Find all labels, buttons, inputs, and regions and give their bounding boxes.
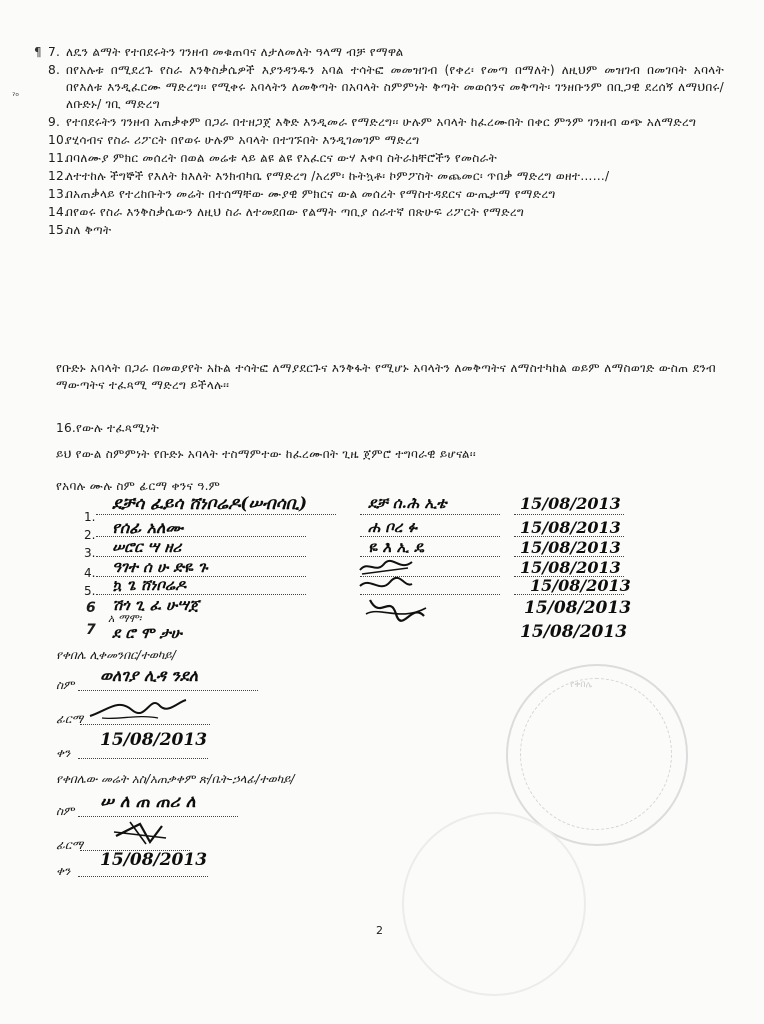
list-item bbox=[34, 44, 724, 61]
member-signature: ደቻ ሰ.ሕ ኢቴ bbox=[368, 494, 447, 512]
item-number: 7. bbox=[48, 45, 61, 59]
member-number: 2. bbox=[84, 528, 96, 542]
faint-stamp-impression bbox=[402, 812, 586, 996]
date-line bbox=[514, 514, 624, 515]
member-name: ኳ ጌ ሸነቦሬዶ bbox=[112, 576, 186, 594]
list-item bbox=[34, 204, 724, 221]
item-text: የሂሳብና የስራ ሪፖርት በየወሩ ሁሉም አባላት በተገኙበት እንዲገመገም ማድረግ bbox=[66, 133, 420, 147]
list-item bbox=[34, 150, 724, 167]
margin-mark: ˀᵒ bbox=[12, 92, 20, 102]
receiver-name: ወለገያ ሊዳ ንደለ bbox=[100, 666, 199, 685]
receiver-title: የቀበሌ ሊቀመንበር/ተወካይ/ bbox=[56, 648, 176, 662]
expert-date-line bbox=[78, 876, 208, 877]
item-text: ለተተከሉ ችግኞች የእለት ክእለት እንክብካቤ የማድረግ /አረም፡ ኩትኳቶ፡ ኮምፖስት መጨመር፡ ጥበቃ ማድረግ ወዘተ……/ bbox=[66, 169, 610, 183]
item-number: 9. bbox=[48, 115, 61, 129]
members-header: የአባሉ ሙሉ ስም ፊርማ ቀንና ዓ.ም bbox=[56, 479, 221, 493]
item-number: 12. bbox=[48, 169, 68, 183]
item-text: ስለ ቅጣት bbox=[66, 223, 112, 237]
member-date: 15/08/2013 bbox=[520, 622, 628, 642]
member-number: 6 bbox=[86, 600, 96, 616]
member-signature: ዬ እ ኢ ዴ bbox=[368, 538, 425, 556]
item-text: ለዴን ልማት የተበደሩትን ገንዘብ መቁጠባና ለታለመለት ዓላማ ብቻ የማዋል bbox=[66, 45, 404, 59]
member-note: አ ማሞ፡ bbox=[108, 612, 142, 625]
expert-title: የቀበሌው መሬት አስ/አጠቃቀም ጽ/ቤት-ኃላፊ/ተወካይ/ bbox=[56, 772, 295, 786]
member-signature-scribble bbox=[356, 574, 416, 596]
expert-date-label: ቀን bbox=[56, 864, 71, 878]
member-number: 3. bbox=[84, 546, 96, 560]
item-text: በየአሉቱ በሚደረጉ የስራ እንቅስቃሴዎች እያንዳንዱን አባል ተሳትፎ መመዝገብ (የቀረ፡ የመጣ በማለት) ለዚህም መዝገብ በመገባት አባላት በየእለቱ እንዲፈርሙ ማድረግ፡፡ የሚቀሩ አባላትን ለመቅጣት በአባላት ስምምነት ቅጣት መወሰንና መቅጣት፡ ገንዘቡንም በቢጋዊ ደረሰኝ ለማህበሩ/ለቡድኑ/ ገቢ ማድረግ bbox=[66, 63, 724, 111]
list-item bbox=[34, 114, 724, 131]
obligations-list bbox=[34, 44, 724, 239]
item-number: 11. bbox=[48, 151, 68, 165]
expert-date: 15/08/2013 bbox=[100, 850, 208, 870]
member-date: 15/08/2013 bbox=[520, 518, 621, 537]
margin-mark: ¶ bbox=[34, 45, 42, 59]
member-date: 15/08/2013 bbox=[524, 598, 632, 618]
item-text: የተበደሩትን ገንዘብ አጠቃቀም በጋራ በተዘጋጀ እቅድ እንዲመራ የማድረግ፡፡ ሁሉም አባላት ከፈረሙበት በቀር ምንም ገንዘብ ወጭ አለማድረግ bbox=[66, 115, 697, 129]
member-date: 15/08/2013 bbox=[530, 576, 631, 595]
list-item bbox=[34, 168, 724, 185]
page-number: 2 bbox=[376, 924, 383, 937]
member-date: 15/08/2013 bbox=[520, 538, 621, 557]
item-number: 8. bbox=[48, 63, 61, 77]
member-date: 15/08/2013 bbox=[520, 558, 621, 577]
member-signature: ሐ ቦረ ፉ bbox=[368, 518, 418, 536]
member-name: ደቻሳ ፈይሳ ሸነቦሬዶ(ሠብሳቢ) bbox=[112, 494, 307, 514]
date-line bbox=[514, 594, 624, 595]
signature-line bbox=[360, 536, 500, 537]
member-date: 15/08/2013 bbox=[520, 494, 621, 513]
expert-name-label: ስም bbox=[56, 804, 75, 818]
expert-name: ሠ ለ ጠ ጠሪ ለ bbox=[100, 792, 196, 812]
member-name: የሰፊ አለሙ bbox=[112, 518, 184, 537]
official-stamp bbox=[506, 664, 688, 846]
expert-signature-scribble bbox=[110, 818, 170, 848]
signature-line bbox=[360, 514, 500, 515]
receiver-date-label: ቀን bbox=[56, 746, 71, 760]
member-number: 1. bbox=[84, 510, 96, 524]
list-item bbox=[34, 222, 724, 239]
receiver-date-line bbox=[78, 758, 208, 759]
item-number: 14. bbox=[48, 205, 68, 219]
receiver-signature-label: ፊርማ bbox=[56, 712, 84, 726]
stamp-inner-ring bbox=[520, 678, 672, 830]
member-signature-scribble bbox=[360, 594, 430, 628]
receiver-name-label: ስም bbox=[56, 678, 75, 692]
date-line bbox=[514, 556, 624, 557]
section16-title: 16.የውሉ ተፈጻሚነት bbox=[56, 421, 160, 435]
member-name: ሽጎ ጊ ፈ ሁሣጀ bbox=[112, 596, 199, 614]
item-number: 10. bbox=[48, 133, 68, 147]
item-number: 13. bbox=[48, 187, 68, 201]
receiver-signature-line bbox=[80, 724, 210, 725]
name-line bbox=[96, 594, 306, 595]
expert-signature-label: ፊርማ bbox=[56, 838, 84, 852]
list-item bbox=[34, 186, 724, 203]
receiver-date: 15/08/2013 bbox=[100, 730, 208, 750]
penalty-paragraph: የቡድኑ አባላት በጋራ በመወያየት አኩል ተሳትፎ ለማያደርጉና እንቅፋት የሚሆኑ አባላትን ለመቅጣትና ለማስተካከል ወይም ለማስወገድ ውስጠ ደንብ ማውጣትና ተፈጻሚ ማድረግ ይችላሉ፡፡ bbox=[56, 361, 716, 392]
member-number: 7 bbox=[86, 622, 96, 638]
item-text: በአጠቃላይ የተረከቡትን መሬት በተሰማቸው ሙያዊ ምክርና ውል መሰረት የማስተዳደርና ውጤታማ የማድረግ bbox=[66, 187, 556, 201]
expert-name-line bbox=[78, 816, 238, 817]
receiver-signature-scribble bbox=[88, 690, 188, 726]
item-text: በየወሩ የስራ እንቅስቃሴውን ለዚህ ስራ ለተመደበው የልማት ጣቢያ ሰራተኛ በጽሁፍ ሪፖርት የማድረግ bbox=[66, 205, 525, 219]
item-text: በባለሙያ ምክር መሰረት በወል መሬቱ ላይ ልዩ ልዩ የአፈርና ውሃ እቀባ ስትራክቸሮችን የመስራት bbox=[66, 151, 498, 165]
member-number: 4. bbox=[84, 566, 96, 580]
section16-text: ይህ የውል ስምምነት የቡድኑ አባላት ተስማምተው ከፈረሙበት ጊዜ ጀምሮ ተግባራዊ ይሆናል፡፡ bbox=[56, 447, 476, 461]
list-item bbox=[34, 132, 724, 149]
list-item bbox=[34, 62, 724, 113]
stamp-text: የቀበሌ bbox=[570, 680, 593, 690]
name-line bbox=[96, 514, 336, 515]
member-name: ዓገተ ሰ ሁ ድዬ ጉ bbox=[112, 558, 208, 576]
member-name: ሠሮር ሣ ዘሪ bbox=[112, 538, 182, 556]
date-line bbox=[514, 536, 624, 537]
name-line bbox=[96, 536, 306, 537]
item-number: 15. bbox=[48, 223, 68, 237]
name-line bbox=[96, 556, 306, 557]
member-number: 5. bbox=[84, 584, 96, 598]
member-name: ደ ሮ ሞ ታሁ bbox=[112, 624, 182, 642]
